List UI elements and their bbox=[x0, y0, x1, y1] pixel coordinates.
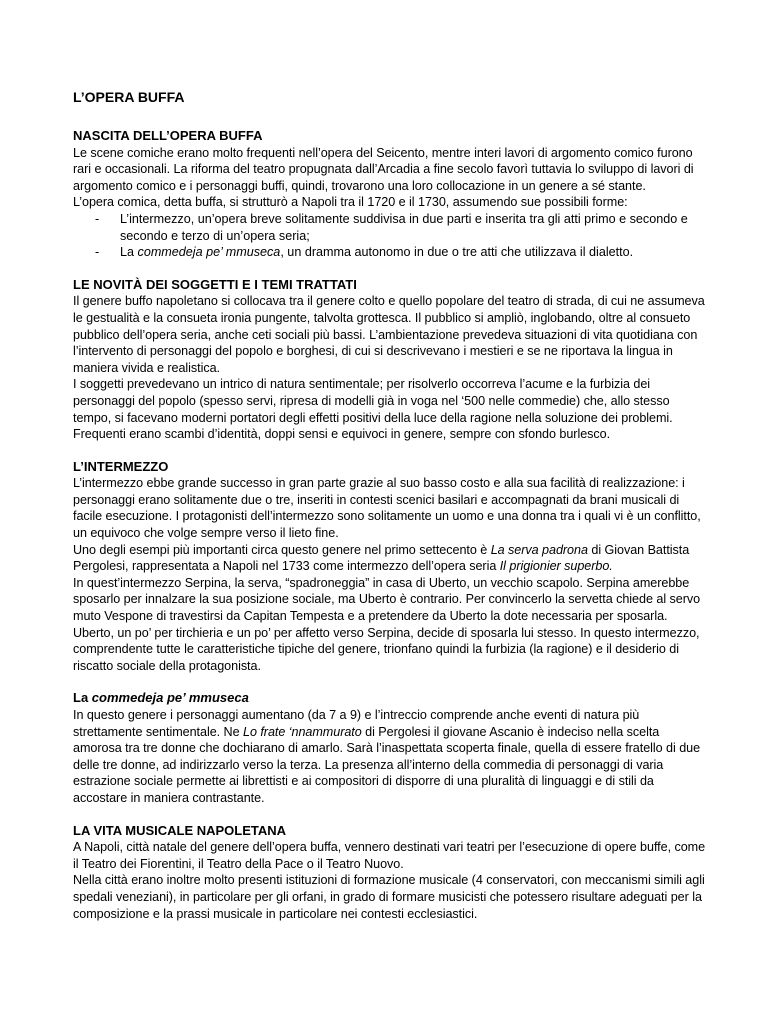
paragraph-text: In questo genere i personaggi aumentano (da 7 a 9) e l’intreccio comprende anche eventi di natura più strettamente sentimentale. Ne bbox=[73, 708, 640, 739]
document-title: L’OPERA BUFFA bbox=[73, 89, 185, 105]
paragraph-text: di Giovan Battista Pergolesi, rappresentata a Napoli nel 1733 come intermezzo dell’opera seria bbox=[73, 542, 690, 574]
bullet-list bbox=[73, 211, 708, 261]
work-title: Lo frate ‘nnammurato bbox=[243, 724, 362, 739]
list-item-text: La bbox=[120, 245, 138, 260]
bullet-dash: - bbox=[95, 211, 100, 226]
paragraph: Il genere buffo napoletano si collocava tra il genere colto e quello popolare del teatro di strada, di cui ne assumeva le gestualità e la consueta ironia pungente, talvolta grottesca. Il pubblico si ampliò, inglobando, oltre al consueto pubblico dell’opera seria, anche ceti sociali più bassi. L’ambientazione prevedeva situazioni di vita quotidiana con l’intervento di personaggi del popolo e borghesi, di cui si descrivevano i mestieri e se ne riportava la lingua in maniera vivida e realistica. bbox=[73, 294, 705, 375]
paragraph: A Napoli, città natale del genere dell’opera buffa, vennero destinati vari teatri per l’esecuzione di opere buffe, come il Teatro dei Fiorentini, il Teatro della Pace o il Teatro Nuovo. bbox=[73, 840, 706, 871]
list-item bbox=[73, 244, 708, 261]
section-heading: NASCITA DELL’OPERA BUFFA bbox=[73, 128, 263, 143]
heading-text: La bbox=[73, 690, 92, 706]
list-item-italic: commedeja pe’ mmuseca bbox=[137, 245, 281, 260]
bullet-dash: - bbox=[95, 245, 100, 260]
section-nascita bbox=[73, 128, 708, 261]
paragraph: L’intermezzo ebbe grande successo in gran parte grazie al suo basso costo e alla sua facilità di realizzazione: i personaggi erano solitamente due o tre, inseriti in contesti scenici basilari e accompagnati da brani musicali di facile esecuzione. I protagonisti dell’intermezzo sono solitamente un uomo e una donna tra i quali vi è un conflitto, un equivoco che volge sempre verso il lieto fine. bbox=[73, 476, 701, 541]
paragraph-text: Uno degli esempi più importanti circa questo genere nel primo settecento è bbox=[73, 542, 491, 557]
section-heading: L’INTERMEZZO bbox=[73, 458, 169, 474]
paragraph: L’opera comica, detta buffa, si strutturò a Napoli tra il 1720 e il 1730, assumendo sue possibili forme: bbox=[73, 195, 628, 210]
section-novita bbox=[73, 277, 708, 443]
section-heading: LA VITA MUSICALE NAPOLETANA bbox=[73, 822, 287, 838]
section-heading bbox=[73, 690, 708, 707]
work-title: La serva padrona bbox=[490, 542, 588, 557]
paragraph-text: di Pergolesi il giovane Ascanio è indeciso nella scelta amorosa tra tre donne che dochiarano di amarlo. Sarà l’inaspettata scoperta finale, quella di essere fratello di due delle tre donne, ad indirizzarlo verso la terza. La presenza all’interno della commedia di personaggi di varia estrazione sociale permette ai librettisti e ai compositori di disporre di una pluralità di linguaggi e di stili da accostare in maniera contrastante. bbox=[73, 724, 701, 805]
section-intermezzo bbox=[73, 459, 708, 675]
work-title: Il prigionier superbo. bbox=[499, 559, 613, 574]
section-heading: LE NOVITÀ DEI SOGGETTI E I TEMI TRATTATI bbox=[73, 276, 357, 292]
list-item-text: L’intermezzo, un’opera breve solitamente suddivisa in due parti e inserita tra gli atti primo e secondo e secondo e terzo di un’opera seria; bbox=[120, 211, 688, 243]
paragraph: Le scene comiche erano molto frequenti nell’opera del Seicento, mentre interi lavori di argomento comico furono rari e occasionali. La riforma del teatro propugnata dall’Arcadia a fine secolo favorì tuttavia lo sviluppo di lavori di argomento comico e i personaggi buffi, quindi, trovarono una loro collocazione in un genere a sé stante. bbox=[73, 145, 694, 193]
list-item bbox=[73, 211, 708, 244]
paragraph: I soggetti prevedevano un intrico di natura sentimentale; per risolverlo occorreva l’acume e la furbizia dei personaggi del popolo (spesso servi, ripresa di modelli già in voga nel ‘500 nelle commedie) che, allo stesso tempo, si facevano moderni portatori degli effetti positivi della luce della ragione nella soluzione dei problemi. Frequenti erano scambi d’identità, doppi sensi e equivoci in genere, sempre con sfondo burlesco. bbox=[73, 377, 673, 442]
paragraph: Nella città erano inoltre molto presenti istituzioni di formazione musicale (4 conservatori, con meccanismi simili agli spedali veneziani), in particolare per gli orfani, in grado di formare musicisti che potessero risultare adeguati per la composizione e la prassi musicale in particolare nei contesti ecclesiastici. bbox=[73, 873, 705, 921]
paragraph bbox=[73, 707, 708, 807]
paragraph: In quest’intermezzo Serpina, la serva, “spadroneggia” in casa di Uberto, un vecchio scapolo. Serpina amerebbe sposarlo per innalzare la sua posizione sociale, ma Uberto è contrario. Per convincerlo la servetta chiede al servo muto Vespone di travestirsi da Capitan Tempesta e a pretendere da Uberto la dote necessaria per sposarla. Uberto, un po’ per tirchieria e un po’ per affetto verso Serpina, decide di sposarla lui stesso. In questo intermezzo, comprendente tutte le caratteristiche tipiche del genere, trionfano quindi la furbizia (la ragione) e il desiderio di riscatto sociale della protagonista. bbox=[73, 575, 701, 673]
list-item-text: , un dramma autonomo in due o tre atti che utilizzava il dialetto. bbox=[280, 245, 634, 260]
section-vita-musicale bbox=[73, 823, 708, 923]
section-commedeja bbox=[73, 690, 708, 806]
paragraph bbox=[73, 542, 708, 575]
heading-italic: commedeja pe’ mmuseca bbox=[91, 690, 249, 706]
